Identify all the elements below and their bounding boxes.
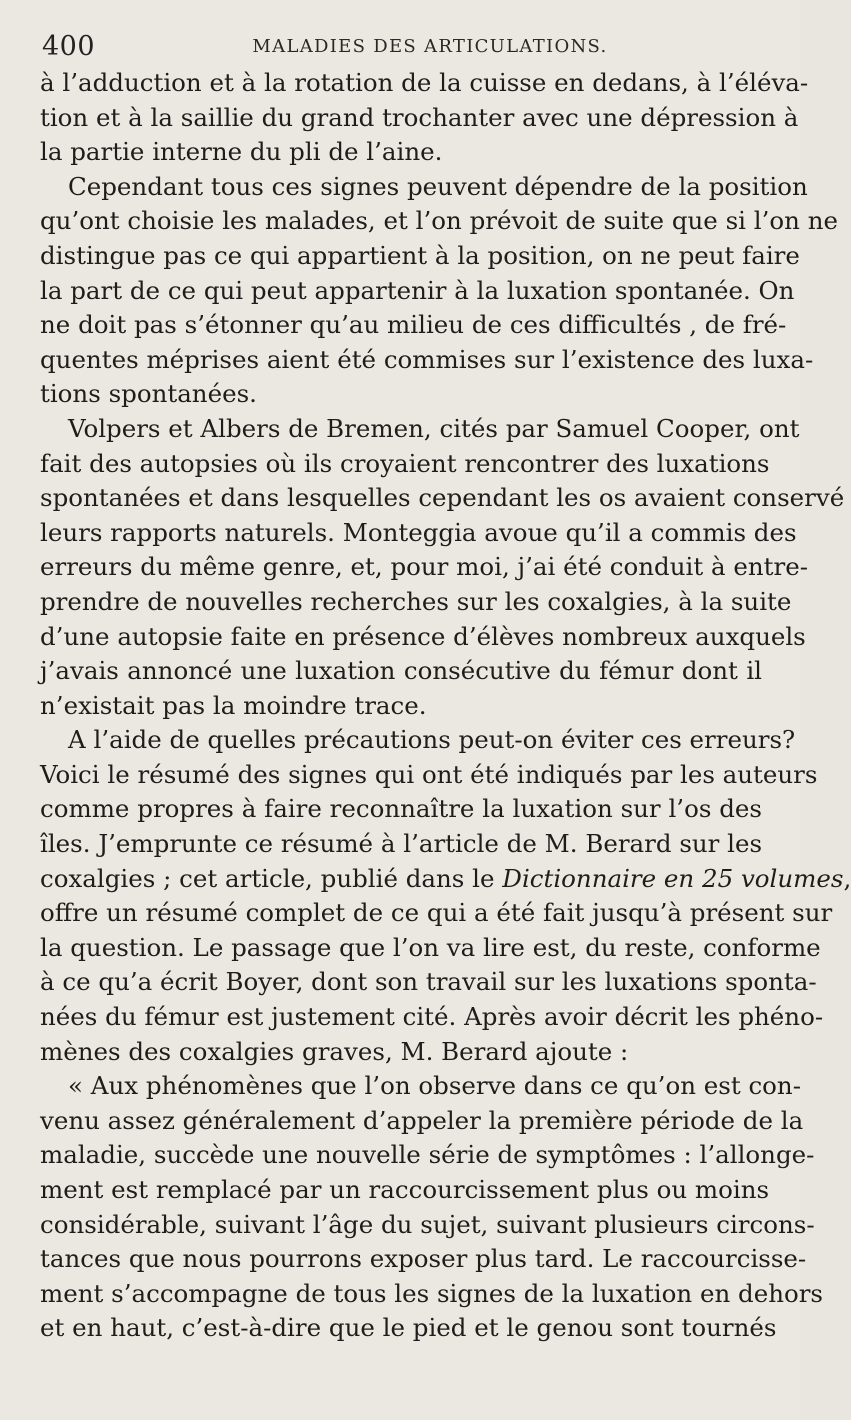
text-segment: coxalgies ; cet article, publié dans le [40,863,503,893]
text-line: Cependant tous ces signes peuvent dépendre de la position [68,171,808,201]
text-line: considérable, suivant l’âge du sujet, suivant plusieurs circons- [40,1209,815,1239]
text-line: îles. J’emprunte ce résumé à l’article de M. Berard sur les [40,829,763,859]
text-line: à ce qu’a écrit Boyer, dont son travail sur les luxations sponta- [40,967,817,997]
text-line: quentes méprises aient été commises sur l’existence des luxa- [40,344,814,374]
text-segment: , [843,863,851,893]
text-line: d’une autopsie faite en présence d’élèves nombreux auxquels [40,621,806,651]
text-line: « Aux phénomènes que l’on observe dans ce qu’on est con- [68,1071,801,1101]
text-line: Volpers et Albers de Bremen, cités par Samuel Cooper, ont [68,413,800,443]
text-line: nées du fémur est justement cité. Après avoir décrit les phéno- [40,1002,824,1032]
text-line: tions spontanées. [40,379,257,409]
text-line: prendre de nouvelles recherches sur les coxalgies, à la suite [40,586,792,616]
text-line: A l’aide de quelles précautions peut-on éviter ces erreurs? [68,725,796,755]
text-line: comme propres à faire reconnaître la luxation sur l’os des [40,794,762,824]
text-line: distingue pas ce qui appartient à la position, on ne peut faire [40,240,800,270]
italic-title: Dictionnaire en 25 volumes [502,863,844,893]
text-line: la partie interne du pli de l’aine. [40,137,443,167]
text-line: mènes des coxalgies graves, M. Berard ajoute : [40,1036,629,1066]
text-line: offre un résumé complet de ce qui a été fait jusqu’à présent sur [40,898,833,928]
text-line: venu assez généralement d’appeler la première période de la [40,1105,804,1135]
text-line: la question. Le passage que l’on va lire est, du reste, conforme [40,932,821,962]
text-line: qu’ont choisie les malades, et l’on prévoit de suite que si l’on ne [40,206,838,236]
text-line: tances que nous pourrons exposer plus tard. Le raccourcisse- [40,1244,807,1274]
text-line: la part de ce qui peut appartenir à la luxation spontanée. On [40,275,795,305]
text-line: tion et à la saillie du grand trochanter avec une dépression à [40,102,799,132]
page-number: 400 [42,30,96,62]
text-line: ment est remplacé par un raccourcissement plus ou moins [40,1175,770,1204]
text-line: spontanées et dans lesquelles cependant les os avaient conservé [40,483,845,513]
text-line: à l’adduction et à la rotation de la cuisse en dedans, à l’éléva- [40,68,809,97]
page-header [42,30,758,62]
text-line: et en haut, c’est-à-dire que le pied et le genou sont tournés [40,1313,777,1343]
text-line: ne doit pas s’étonner qu’au milieu de ces difficultés , de fré- [40,310,787,340]
text-line-with-italic [40,862,851,897]
body-text [40,66,851,1346]
text-line: j’avais annoncé une luxation consécutive du fémur dont il [40,656,762,686]
running-title: MALADIES DES ARTICULATIONS. [252,35,608,57]
text-line: n’existait pas la moindre trace. [40,690,427,720]
text-line: maladie, succède une nouvelle série de symptômes : l’allonge- [40,1140,815,1170]
text-line: leurs rapports naturels. Monteggia avoue qu’il a commis des [40,517,797,547]
text-line: ment s’accompagne de tous les signes de la luxation en dehors [40,1278,824,1308]
text-line: Voici le résumé des signes qui ont été indiqués par les auteurs [40,759,818,789]
text-line: erreurs du même genre, et, pour moi, j’ai été conduit à entre- [40,552,808,582]
text-line: fait des autopsies où ils croyaient rencontrer des luxations [40,448,770,478]
